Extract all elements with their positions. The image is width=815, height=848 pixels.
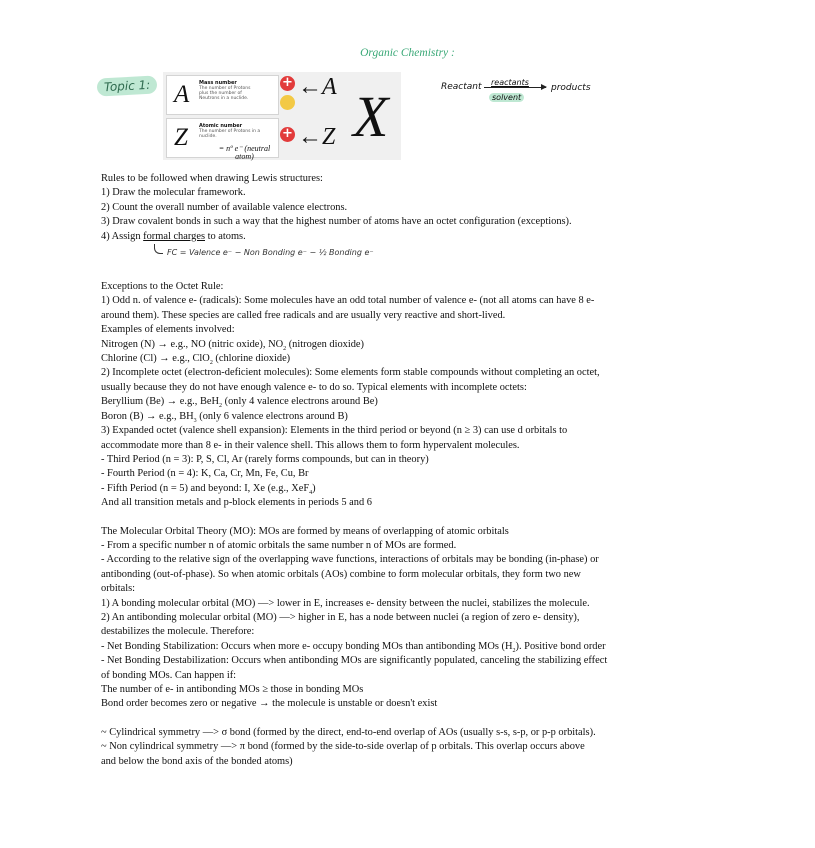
mass-number-card [166,75,279,115]
text-line: antibonding (out-of-phase). So when atomic orbitals (AOs) combine to form molecular orbitals, they form two new [101,568,581,580]
document-body [101,172,741,769]
text-line: The number of e- in antibonding MOs ≥ those in bonding MOs [101,684,364,695]
example-beryllium [101,395,741,409]
topic-badge: Topic 1: [97,75,158,96]
reactant-label: Reactant [441,82,482,92]
atomic-number-description: The number of Protons in a nuclide. [199,129,261,139]
text-line: 3) Expanded octet (valence shell expansion): Elements in the third period or beyond (n ≥ 3) can use d orbitals to [101,425,568,437]
text-line: Bond order becomes zero or negative → the molecule is unstable or doesn't exist [101,698,438,710]
text-line: - From a specific number n of atomic orbitals the same number n of MOs are formed. [101,539,457,551]
atomic-number-card [166,118,279,161]
reaction-arrow-icon [484,87,546,88]
text-segment: (chlorine dioxide) [212,353,291,365]
formal-charge-text: FC = Valence e⁻ − Non Bonding e⁻ − ½ Bonding e⁻ [167,248,374,257]
text-line: - Net Bonding Destabilization: Occurs when antibonding MOs are significantly populated, canceling the stabilizing effect [101,655,608,667]
lewis-step: 3) Draw covalent bonds in such a way that the highest number of atoms have an octet configuration (exceptions). [101,216,572,228]
text-segment: Beryllium (Be) → e.g., BeH [101,396,220,408]
lewis-step: 2) Count the overall number of available valence electrons. [101,201,348,213]
octet-heading: Exceptions to the Octet Rule: [101,281,224,293]
text-segment: Nitrogen (N) → e.g., NO (nitric oxide), NO [101,338,284,350]
text-segment: Chlorine (Cl) → e.g., ClO [101,353,210,365]
subscript: 2 [209,360,213,367]
subscript: 2 [512,647,516,654]
mo-heading: The Molecular Orbital Theory (MO): MOs are formed by means of overlapping of atomic orbitals [101,525,509,537]
text-line: ~ Cylindrical symmetry —> σ bond (formed by the direct, end-to-end overlap of AOs (usually s-s, s-p, or p-p orbitals). [101,726,596,738]
solvent-label: solvent [489,93,524,102]
proton-icon: + [280,76,295,91]
text-segment: Boron (B) → e.g., BH [101,410,194,422]
text-line: 2) An antibonding molecular orbital (MO) —> higher in E, has a node between nuclei (a region of zero e- density), [101,611,580,623]
text-segment: - Net Bonding Stabilization: Occurs when more e- occupy bonding MOs than antibonding MOs (H [101,640,513,652]
text-line: destabilizes the molecule. Therefore: [101,626,255,638]
text-line: And all transition metals and p-block elements in periods 5 and 6 [101,497,372,509]
text-line: accommodate more than 8 e- in their valence shell. This allows them to form hypervalent molecules. [101,439,520,451]
step4-prefix: 4) Assign [101,230,144,242]
text-line: Examples of elements involved: [101,324,235,336]
product-label: products [551,83,591,93]
text-line: around them). These species are called free radicals and are usually very reactive and short-lived. [101,309,506,321]
atomic-number-symbol: Z [174,124,188,151]
reagent-label: reactants [491,78,529,87]
text-line: and below the bond axis of the bonded atoms) [101,755,293,767]
lewis-step: 1) Draw the molecular framework. [101,187,246,199]
text-line: 1) A bonding molecular orbital (MO) —> lower in E, increases e- density between the nuclei, stabilizes the molecule. [101,597,590,609]
page-title: Organic Chemistry : [360,47,455,59]
text-line [101,640,741,654]
example-boron [101,410,741,424]
subscript: 3 [193,417,197,424]
lewis-step [101,230,741,244]
text-segment: - Fifth Period (n = 5) and beyond: I, Xe (e.g., XeF [101,482,310,494]
period-item: - Third Period (n = 3): P, S, Cl, Ar (rarely forms compounds, but can in theory) [101,453,429,465]
mass-number-label: ←A [298,74,337,100]
subscript: 4 [309,489,313,496]
text-line: orbitals: [101,583,136,595]
reaction-scheme [441,78,591,102]
mass-number-heading: Mass number [199,80,237,86]
element-symbol: X [353,84,389,149]
text-segment: ) [312,482,316,494]
lewis-intro: Rules to be followed when drawing Lewis structures: [101,173,323,184]
mass-number-symbol: A [174,81,190,108]
text-line: - According to the relative sign of the overlapping wave functions, interactions of orbitals may be bonding (in-phase) or [101,554,599,566]
text-segment: (nitrogen dioxide) [286,338,365,350]
text-line: usually because they do not have enough valence e- to do so. Typical elements with incomplete octets: [101,381,527,393]
neutron-icon [280,95,295,110]
subscript: 2 [219,403,223,410]
formal-charges-term: formal charges [143,230,205,242]
period-item [101,482,741,496]
atomic-number-heading: Atomic number [199,123,243,129]
example-nitrogen [101,338,741,352]
text-line: 1) Odd n. of valence e- (radicals): Some molecules have an odd total number of valence e- (not all atoms can have 8 e- [101,295,595,307]
text-line: of bonding MOs. Can happen if: [101,669,237,681]
mass-number-description: The number of Protons plus the number of Neutrons in a nuclide. [199,86,251,101]
atomic-number-label: ←Z [298,124,336,150]
text-segment: (only 4 valence electrons around Be) [222,396,378,408]
atomic-number-note: = nº e⁻ (neutral atom) [218,144,271,161]
text-line: ~ Non cylindrical symmetry —> π bond (formed by the side-to-side overlap of p orbitals. This overlap occurs above [101,741,585,753]
nuclide-notation-figure [163,72,401,160]
period-item: - Fourth Period (n = 4): K, Ca, Cr, Mn, Fe, Cu, Br [101,468,309,480]
text-line: 2) Incomplete octet (electron-deficient molecules): Some elements form stable compounds without completing an octet, [101,367,600,379]
text-segment: ). Positive bond order [515,640,606,652]
example-chlorine [101,352,741,366]
subscript: 2 [283,345,287,352]
text-segment: (only 6 valence electrons around B) [196,410,348,422]
proton-icon: + [280,127,295,142]
step4-suffix: to atoms. [205,230,246,242]
